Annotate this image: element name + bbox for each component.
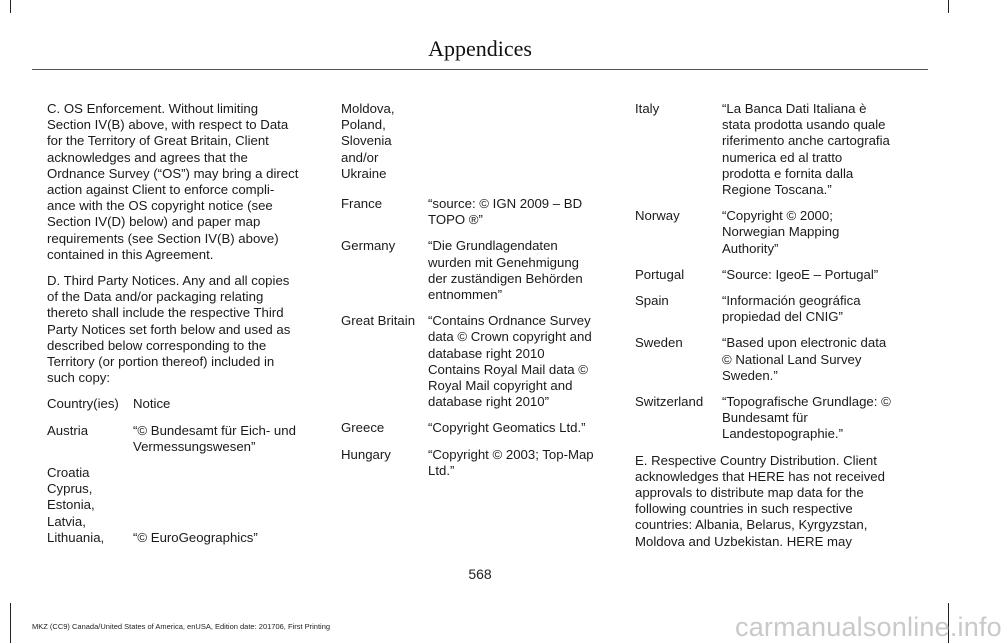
notice-cell: “Topografische Grundlage: © Bundesamt für Landestopographie.” — [722, 394, 891, 442]
table-row — [635, 394, 891, 443]
table-row — [341, 238, 598, 303]
notice-cell: “La Banca Dati Italiana è stata prodotta usando quale riferimento anche cartografia numerica ed al tratto prodotta e fornita dalla Regione Toscana.” — [722, 101, 890, 198]
paragraph-e: E. Respective Country Distribution. Client acknowledges that HERE has not received approvals to distribute map data for the following countries in such respective countries: Albania, Belarus, Kyrgyzstan, Moldova and Uzbekistan. HERE may — [635, 452, 885, 549]
country-cell: Great Britain — [341, 313, 416, 329]
country-cell: Sweden — [635, 335, 683, 351]
country-name: Ukraine — [341, 165, 387, 181]
table-row — [635, 208, 891, 257]
notice-cell: “© Bundesamt für Eich- und Vermessungswesen” — [133, 422, 296, 454]
table-row — [341, 313, 598, 410]
notice-cell — [133, 465, 299, 546]
notice-cell: “Copyright © 2003; Top-Map Ltd.” — [428, 446, 594, 478]
notice-cell: “Copyright Geomatics Ltd.” — [428, 420, 586, 436]
country-cell: Spain — [635, 293, 669, 309]
crop-mark-top-left-v — [10, 0, 11, 13]
country-name: and/or — [341, 149, 379, 165]
notice-cell: “source: © IGN 2009 – BD TOPO ®” — [428, 196, 583, 228]
country-name: Poland, — [341, 117, 386, 133]
notice-cell: “Die Grundlagendaten wurden mit Genehmigung der zuständigen Behörden entnommen” — [428, 238, 583, 303]
country-name: Moldova, — [341, 101, 395, 116]
footer-edition-info: MKZ (CC9) Canada/United States of America, enUSA, Edition date: 201706, First Printing — [32, 622, 331, 631]
paragraph-c: C. OS Enforcement. Without limiting Section IV(B) above, with respect to Data for the Territory of Great Britain, Client acknowledges and agrees that the Ordnance Survey (“OS”) may bring a direct action against Client to enforce compli- ance with the OS copyright notice (see Section IV(D) below) and paper map requirements (see Section IV(B) above) contained in this Agreement. — [47, 101, 299, 262]
country-name: Slovenia — [341, 133, 392, 149]
country-cell — [47, 465, 133, 546]
table-row — [341, 196, 598, 228]
watermark: carmanualsonline.info — [735, 612, 1002, 642]
notice-cell — [428, 101, 598, 182]
table-row — [635, 101, 891, 198]
table-row — [635, 293, 891, 325]
table-row — [341, 101, 598, 182]
country-name: Latvia, — [47, 513, 86, 529]
table-row — [47, 423, 299, 455]
notice-cell: “Based upon electronic data © National Land Survey Sweden.” — [722, 335, 887, 383]
left-column — [47, 101, 299, 546]
country-cell: Austria — [47, 422, 89, 438]
notice-cell: “Copyright © 2000; Norwegian Mapping Authority” — [722, 208, 840, 256]
country-cell: Portugal — [635, 266, 685, 282]
page-number: 568 — [468, 566, 492, 582]
country-name: Lithuania, — [47, 529, 105, 545]
country-cell: France — [341, 196, 383, 212]
notice-cell: “Source: IgeoE – Portugal” — [722, 266, 879, 282]
crop-mark-bottom-left-v — [10, 603, 11, 643]
country-cell: Germany — [341, 238, 396, 254]
table-row — [635, 335, 891, 384]
table-row — [47, 465, 299, 546]
notice-cell: “Información geográfica propiedad del CNIG” — [722, 293, 861, 325]
header-divider — [32, 69, 928, 70]
country-name: Croatia — [47, 465, 90, 481]
country-cell — [341, 101, 428, 182]
table-row — [635, 267, 891, 283]
paragraph-d: D. Third Party Notices. Any and all copies of the Data and/or packaging relating thereto shall include the respective Third Party Notices set forth below and used as described below corresponding to the Territory (or portion thereof) included in such copy: — [47, 273, 291, 386]
column-header-country: Country(ies) — [47, 396, 119, 412]
middle-column — [341, 101, 598, 489]
table-row — [341, 447, 598, 479]
notice-text: “© EuroGeographics” — [133, 529, 258, 545]
country-name: Estonia, — [47, 497, 95, 513]
column-header-notice: Notice — [133, 396, 171, 412]
country-cell: Hungary — [341, 446, 391, 462]
crop-mark-top-right-v — [948, 0, 949, 13]
page-title: Appendices — [428, 36, 532, 61]
country-name: Cyprus, — [47, 481, 93, 497]
country-cell: Norway — [635, 208, 680, 224]
table-header-row — [47, 396, 299, 412]
right-column — [635, 101, 891, 560]
country-cell: Greece — [341, 420, 385, 436]
notice-cell: “Contains Ordnance Survey data © Crown copyright and database right 2010 Contains Royal Mail data © Royal Mail copyright and database right 2010” — [428, 313, 592, 410]
country-cell: Switzerland — [635, 394, 704, 410]
country-cell: Italy — [635, 101, 660, 116]
table-row — [341, 420, 598, 436]
